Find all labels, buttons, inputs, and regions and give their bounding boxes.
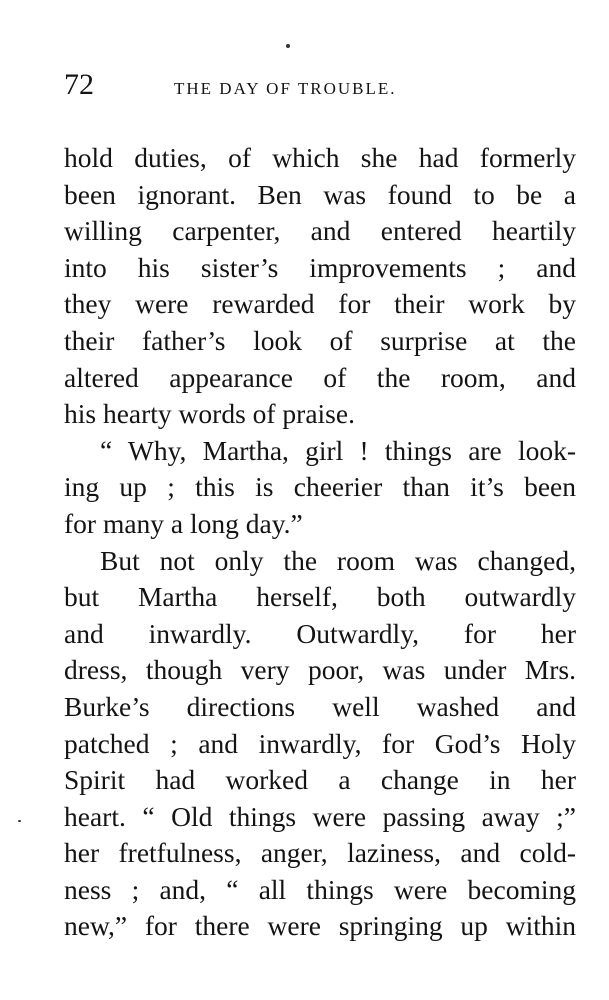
ink-speck [18,820,21,822]
text-line: and inwardly. Outwardly, for her [64,617,576,649]
page-header [64,68,576,108]
text-line: into his sister’s improvements ; and [64,251,576,283]
text-line: new,” for there were springing up within [64,910,576,942]
text-line: ing up ; this is cheerier than it’s been [64,471,576,503]
text-line: hold duties, of which she had formerly [64,142,576,173]
text-line: they were rewarded for their work by [64,288,576,320]
ink-speck [286,44,290,48]
text-line: altered appearance of the room, and [64,361,576,393]
text-line: for many a long day.” [64,507,303,539]
text-line: But not only the room was changed, [100,544,576,576]
text-line: “ Why, Martha, girl ! things are look- [100,434,576,466]
text-line: Spirit had worked a change in her [64,764,576,796]
text-line: their father’s look of surprise at the [64,324,576,356]
text-line: but Martha herself, both outwardly [64,581,576,613]
running-title: THE DAY OF TROUBLE. [174,79,397,98]
text-line: ness ; and, “ all things were becoming [64,873,576,905]
text-line: her fretfulness, anger, laziness, and cold- [64,837,576,869]
body-text [64,140,576,945]
text-line: patched ; and inwardly, for God’s Holy [64,727,576,759]
text-line: been ignorant. Ben was found to be a [64,178,576,210]
text-line: dress, though very poor, was under Mrs. [64,654,576,686]
page-number: 72 [64,68,94,101]
text-line: heart. “ Old things were passing away ;” [64,800,576,832]
text-line: Burke’s directions well washed and [64,690,576,722]
text-line: his hearty words of praise. [64,398,355,430]
text-line: willing carpenter, and entered heartily [64,215,576,247]
